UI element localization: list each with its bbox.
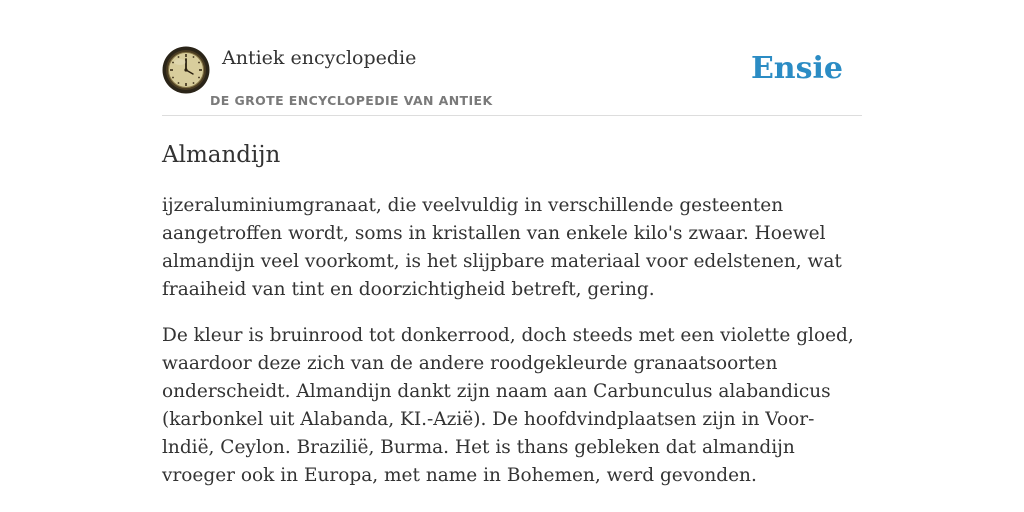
article-body bbox=[162, 192, 862, 508]
header-divider bbox=[162, 115, 862, 116]
site-logo[interactable] bbox=[162, 46, 210, 94]
article-paragraph-2: De kleur is bruinrood tot donkerrood, doch steeds met een violette gloed, waardoor deze zich van de andere roodgekleurde granaatsoorten onderscheidt. Almandijn dankt zijn naam aan Carbunculus alabandicus (karbonkel uit Alabanda, KI.-Azië). De hoofdvindplaatsen zijn in Voor-lndië, Ceylon. Brazilië, Burma. Het is thans gebleken dat almandijn vroeger ook in Europa, met name in Bohemen, werd gevonden. bbox=[162, 325, 854, 486]
brand-logo-text[interactable]: Ensie bbox=[750, 51, 843, 86]
article-title: Almandijn bbox=[162, 142, 281, 168]
article-paragraph-1: ijzeraluminiumgranaat, die veelvuldig in verschillende gesteenten aangetroffen wordt, soms in kristallen van enkele kilo's zwaar. Hoewel almandijn veel voorkomt, is het slijpbare materiaal voor edelstenen, wat fraaiheid van tint en doorzichtigheid betreft, gering. bbox=[162, 195, 842, 300]
site-subtitle: DE GROTE ENCYCLOPEDIE VAN ANTIEK bbox=[210, 93, 493, 108]
antique-clock-icon bbox=[162, 46, 210, 94]
site-title[interactable]: Antiek encyclopedie bbox=[222, 47, 417, 69]
